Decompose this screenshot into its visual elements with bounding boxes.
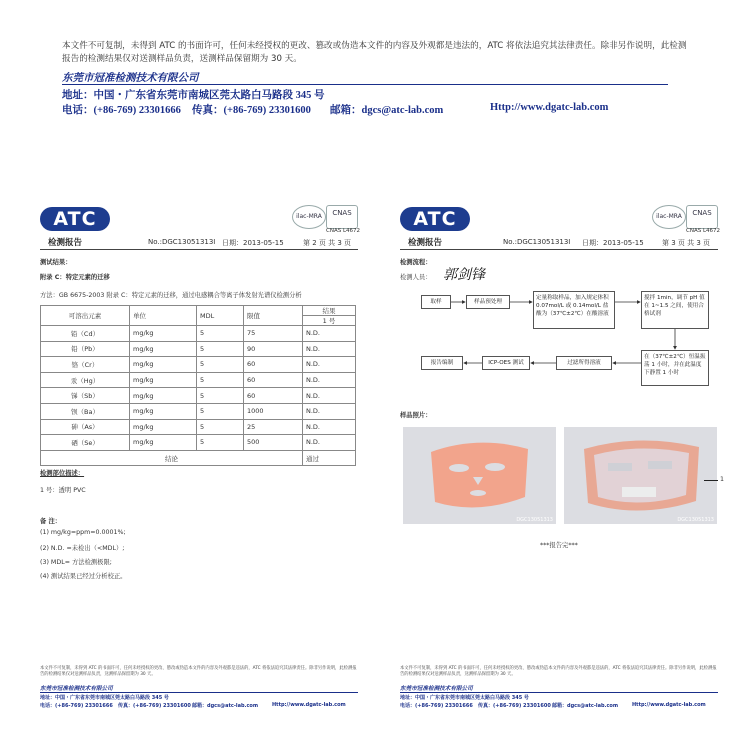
report-title: 检测报告 xyxy=(408,238,443,248)
cell-element: 硒（Se） xyxy=(41,435,130,451)
footer-rule xyxy=(40,692,358,693)
sample-photo-back xyxy=(564,427,717,524)
note-item: (2) N.D. =未检出（<MDL）; xyxy=(40,545,125,552)
cell-limit: 25 xyxy=(244,419,303,435)
report-number: No.:DGC13051313I xyxy=(148,238,216,246)
test-part-label: 检测部位描述： xyxy=(40,470,85,477)
cell-result: N.D. xyxy=(303,403,356,419)
table-row xyxy=(41,341,356,357)
cell-element: 汞（Hg） xyxy=(41,372,130,388)
report-number: No.:DGC13051313I xyxy=(503,238,571,246)
ilac-mra-logo: ilac-MRA xyxy=(652,205,686,229)
conclusion-row xyxy=(41,450,356,466)
report-title: 检测报告 xyxy=(48,238,83,248)
report-title-rule xyxy=(40,249,358,250)
col-header-mdl: MDL xyxy=(197,306,244,326)
footer-fax: 传真：(+86-769) 23301600 xyxy=(478,703,551,709)
table-row xyxy=(41,372,356,388)
footer-address: 地址：中国・广东省东莞市南城区莞太路白马路段 345 号 xyxy=(400,695,529,701)
cell-unit: mg/kg xyxy=(130,357,197,373)
cell-limit: 75 xyxy=(244,326,303,342)
footer-address: 地址：中国・广东省东莞市南城区莞太路白马路段 345 号 xyxy=(40,695,169,701)
page-number: 第 3 页 共 3 页 xyxy=(662,239,711,247)
footer-email: 邮箱：dgcs@atc-lab.com xyxy=(192,703,259,709)
header-address: 地址：中国・广东省东莞市南城区莞太路白马路段 345 号 xyxy=(62,90,325,101)
table-row xyxy=(41,388,356,404)
mask-front-image xyxy=(403,427,556,524)
cell-unit: mg/kg xyxy=(130,388,197,404)
footer-company-name: 东莞市冠准检测技术有限公司 xyxy=(400,686,473,692)
cell-unit: mg/kg xyxy=(130,326,197,342)
cell-mdl: 5 xyxy=(197,326,244,342)
table-row xyxy=(41,357,356,373)
inspector-signature: 郭剑锋 xyxy=(443,267,485,283)
cell-unit: mg/kg xyxy=(130,372,197,388)
sample-photo-label: 样品照片： xyxy=(400,412,432,419)
note-item: (4) 测试结果已经过分析校正。 xyxy=(40,573,127,580)
cell-unit: mg/kg xyxy=(130,419,197,435)
footer-email: 邮箱：dgcs@atc-lab.com xyxy=(552,703,619,709)
footer-tel: 电话：(+86-769) 23301666 xyxy=(400,703,473,709)
appendix-title: 附录 C：特定元素的迁移 xyxy=(40,274,110,281)
conclusion-value: 通过 xyxy=(303,450,356,466)
note-item: (1) mg/kg=ppm=0.0001%; xyxy=(40,529,126,536)
cell-limit: 500 xyxy=(244,435,303,451)
footer-company-name: 东莞市冠准检测技术有限公司 xyxy=(40,686,113,692)
cell-result: N.D. xyxy=(303,419,356,435)
col-header-limit: 限值 xyxy=(244,306,303,326)
atc-logo: ATC xyxy=(400,207,470,231)
test-method: 方法：GB 6675-2003 附录 C：特定元素的迁移，通过电感耦合等离子体发射光谱仪检测分析 xyxy=(40,292,302,299)
cell-mdl: 5 xyxy=(197,357,244,373)
cell-limit: 1000 xyxy=(244,403,303,419)
header-disclaimer: 本文件不可复制，未得到 ATC 的书面许可，任何未经授权的更改、篡改或伪造本文件的内容及外观都是违法的，ATC 将依法追究其法律责任。除非另作说明，此检测报告的检测结果仅对送测样品负责，送测样品保留期为 30 天。 xyxy=(62,41,687,64)
header-company-name: 东莞市冠准检测技术有限公司 xyxy=(62,72,199,84)
flow-step-icp-test: ICP-OES 测试 xyxy=(482,356,530,370)
header-web: Http://www.dgatc-lab.com xyxy=(490,102,609,113)
notes-label: 备 注： xyxy=(40,518,62,525)
flow-step-pretreatment: 样品预处理 xyxy=(466,295,510,309)
flow-step-stirring: 搅拌 1min，调节 pH 值在 1~1.5 之间，使用合格试剂 xyxy=(641,291,709,329)
flow-step-weighing: 定量称取样品，加入规定体积 0.07mol/L 或 0.14mol/L 盐酸为（37℃±2℃）在酸溶液 xyxy=(533,291,615,329)
sample-photo-front xyxy=(403,427,556,524)
cell-mdl: 5 xyxy=(197,372,244,388)
cell-unit: mg/kg xyxy=(130,435,197,451)
cell-element: 钡（Ba） xyxy=(41,403,130,419)
test-flow-label: 检测流程： xyxy=(400,259,432,266)
results-table xyxy=(40,305,356,466)
report-title-rule xyxy=(400,249,718,250)
cell-result: N.D. xyxy=(303,326,356,342)
report-end-mark: ***报告完*** xyxy=(540,542,578,549)
footer-web: Http://www.dgatc-lab.com xyxy=(632,702,706,708)
footer-tel: 电话：(+86-769) 23301666 xyxy=(40,703,113,709)
col-header-element: 可溶出元素 xyxy=(41,306,130,326)
table-header-row xyxy=(41,306,356,316)
mask-back-image xyxy=(564,427,717,524)
table-row xyxy=(41,326,356,342)
report-date: 日期：2013-05-15 xyxy=(582,239,644,247)
header-email: 邮箱：dgcs@atc-lab.com xyxy=(330,105,444,116)
photo-caption: DGC13051313 xyxy=(516,517,553,523)
ilac-mra-logo: ilac-MRA xyxy=(292,205,326,229)
cell-mdl: 5 xyxy=(197,388,244,404)
cnas-license: CNAS L4672 xyxy=(686,228,721,234)
cell-element: 铬（Cr） xyxy=(41,357,130,373)
table-row xyxy=(41,403,356,419)
report-date: 日期：2013-05-15 xyxy=(222,239,284,247)
inspector-label: 检测人员： xyxy=(400,274,432,281)
cell-mdl: 5 xyxy=(197,419,244,435)
cell-mdl: 5 xyxy=(197,403,244,419)
cell-element: 砷（As） xyxy=(41,419,130,435)
page-number: 第 2 页 共 3 页 xyxy=(303,239,352,247)
table-row xyxy=(41,435,356,451)
footer-disclaimer: 本文件不可复制，未得到 ATC 的书面许可，任何未经授权的更改、篡改或伪造本文件的内容及外观都是违法的，ATC 将依法追究其法律责任。除非另作说明，此检测报告的检测结果仅对送测样品负责，送测样品保留期为 30 天。 xyxy=(400,666,717,677)
flow-step-oscillation: 在（37℃±2℃）恒温振荡 1 小时，并在此温度下静置 1 小时 xyxy=(641,350,709,386)
table-row xyxy=(41,419,356,435)
cell-limit: 60 xyxy=(244,372,303,388)
col-header-unit: 单位 xyxy=(130,306,197,326)
col-header-sample-1: 1 号 xyxy=(303,316,356,326)
cell-limit: 60 xyxy=(244,357,303,373)
cell-unit: mg/kg xyxy=(130,403,197,419)
cell-limit: 90 xyxy=(244,341,303,357)
test-results-label: 测试结果： xyxy=(40,259,72,266)
photo-caption: DGC13051313 xyxy=(677,517,714,523)
note-item: (3) MDL= 方法检测极限; xyxy=(40,559,112,566)
cell-result: N.D. xyxy=(303,435,356,451)
header-rule xyxy=(62,84,668,85)
cell-result: N.D. xyxy=(303,388,356,404)
cnas-logo: CNAS xyxy=(686,205,718,229)
cell-result: N.D. xyxy=(303,357,356,373)
footer-fax: 传真：(+86-769) 23301600 xyxy=(118,703,191,709)
col-header-result: 结果 xyxy=(303,306,356,316)
cell-limit: 60 xyxy=(244,388,303,404)
flow-step-sampling: 取样 xyxy=(421,295,451,309)
footer-rule xyxy=(400,692,718,693)
cell-element: 铅（Pb） xyxy=(41,341,130,357)
cell-element: 铅（Cd） xyxy=(41,326,130,342)
flow-arrows xyxy=(400,285,730,395)
cell-result: N.D. xyxy=(303,372,356,388)
atc-logo: ATC xyxy=(40,207,110,231)
footer-web: Http://www.dgatc-lab.com xyxy=(272,702,346,708)
photo-marker-line xyxy=(704,480,718,481)
cnas-logo: CNAS xyxy=(326,205,358,229)
footer-disclaimer: 本文件不可复制，未得到 ATC 的书面许可，任何未经授权的更改、篡改或伪造本文件的内容及外观都是违法的，ATC 将依法追究其法律责任。除非另作说明，此检测报告的检测结果仅对送测样品负责，送测样品保留期为 30 天。 xyxy=(40,666,357,677)
conclusion-label: 结论 xyxy=(41,450,303,466)
header-fax: 传真：(+86-769) 23301600 xyxy=(192,105,311,116)
cnas-license: CNAS L4672 xyxy=(326,228,361,234)
photo-marker: 1 xyxy=(720,476,725,483)
cell-result: N.D. xyxy=(303,341,356,357)
flow-step-report: 报告编制 xyxy=(421,356,463,370)
flow-step-filtration: 过滤所得溶液 xyxy=(556,356,612,370)
cell-mdl: 5 xyxy=(197,341,244,357)
header-tel: 电话：(+86-769) 23301666 xyxy=(62,105,181,116)
cell-unit: mg/kg xyxy=(130,341,197,357)
test-part-value: 1 号：透明 PVC xyxy=(40,487,86,494)
cell-element: 锑（Sb） xyxy=(41,388,130,404)
cell-mdl: 5 xyxy=(197,435,244,451)
